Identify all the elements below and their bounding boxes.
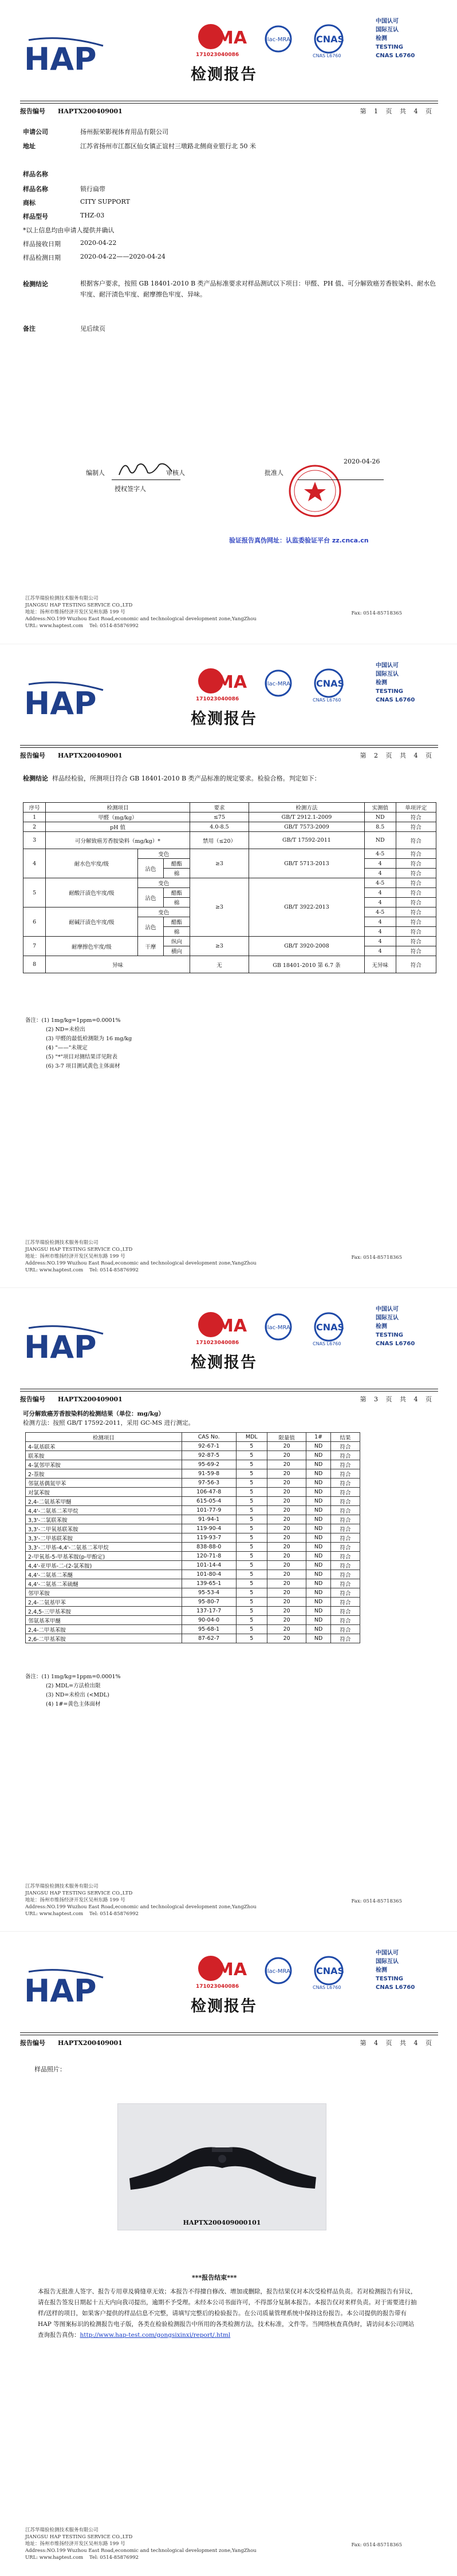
svg-text:CNAS: CNAS <box>316 34 345 45</box>
table-row: 7 耐摩擦色牢度/级 干摩 纵向 ≥3 GB/T 3920-2008 4 符合 <box>23 937 436 946</box>
table-row <box>26 1588 360 1598</box>
report-title: 检测报告 <box>191 1354 257 1372</box>
receive-date-label: 样品接收日期 <box>23 240 61 248</box>
table-cell: 符合 <box>330 1543 360 1552</box>
table-cell: 120-71-8 <box>182 1552 236 1561</box>
table-cell: 符合 <box>330 1469 360 1479</box>
page-number: 第 4 页 共 4 页 <box>360 2039 432 2047</box>
table-cell: 101-14-4 <box>182 1561 236 1570</box>
table-cell: 20 <box>267 1524 306 1533</box>
applicant-label: 申请公司 <box>23 128 48 136</box>
table-cell: 4-氯邻甲苯胺 <box>26 1460 182 1469</box>
table-cell: 20 <box>267 1479 306 1488</box>
table-cell: 5 <box>236 1506 267 1515</box>
table-cell: 符合 <box>330 1515 360 1524</box>
table-cell: 20 <box>267 1616 306 1625</box>
svg-text:MA: MA <box>216 28 247 48</box>
table-cell: 3,3'-二氯联苯胺 <box>26 1515 182 1524</box>
table-cell: 5 <box>236 1634 267 1643</box>
report-title: 检测报告 <box>191 1998 257 2015</box>
table-cell: 95-53-4 <box>182 1588 236 1598</box>
table-cell: ND <box>306 1570 331 1579</box>
table-row <box>26 1552 360 1561</box>
table-row <box>26 1579 360 1588</box>
report-page-3 <box>0 1287 457 1931</box>
report-title: 检测报告 <box>191 66 257 84</box>
report-verify-link[interactable]: http://www.hap-test.com/gongsixinxi/report/.html <box>80 2332 231 2339</box>
table-cell: 符合 <box>330 1506 360 1515</box>
table-row: 棉 4 符合 <box>23 927 436 937</box>
company-stamp <box>286 462 344 520</box>
table-cell: 20 <box>267 1460 306 1469</box>
table-cell: 3,3'-二甲基-4,4'-二氨基二苯甲烷 <box>26 1543 182 1552</box>
table-cell: ND <box>306 1515 331 1524</box>
table-cell: 2,4-二氨基甲苯 <box>26 1598 182 1607</box>
table-cell: 20 <box>267 1561 306 1570</box>
svg-text:CNAS L6760: CNAS L6760 <box>313 697 341 703</box>
svg-text:171023040086: 171023040086 <box>196 1984 239 1990</box>
azo-dye-table <box>25 1432 360 1643</box>
svg-text:171023040086: 171023040086 <box>196 696 239 702</box>
cert-logos <box>194 666 365 703</box>
hap-logo <box>17 679 120 721</box>
table-cell: 符合 <box>330 1625 360 1634</box>
table-row: 4 耐水色牢度/级 变色 ≥3 GB/T 5713-2013 4-5 符合 <box>23 849 436 859</box>
table-cell: 5 <box>236 1469 267 1479</box>
sign-date: 2020-04-26 <box>344 458 380 465</box>
table-cell: 4,4'-亚甲基-二-(2-氯苯胺) <box>26 1561 182 1570</box>
svg-text:171023040086: 171023040086 <box>196 1340 239 1346</box>
table-cell: 139-65-1 <box>182 1579 236 1588</box>
china-accreditation-mark: 中国认可 国际互认 检测 TESTING CNAS L6760 <box>376 1306 415 1347</box>
table-cell: ND <box>306 1579 331 1588</box>
table-cell: ND <box>306 1625 331 1634</box>
table-cell: 20 <box>267 1570 306 1579</box>
table-row <box>26 1442 360 1451</box>
table-cell: 20 <box>267 1543 306 1552</box>
svg-text:CNAS: CNAS <box>316 678 345 689</box>
table-cell: 5 <box>236 1552 267 1561</box>
table-row <box>26 1533 360 1543</box>
svg-text:CNAS L6760: CNAS L6760 <box>313 53 341 58</box>
trademark-label: 商标 <box>23 199 36 207</box>
table-cell: ND <box>306 1479 331 1488</box>
sample-photo <box>117 2103 326 2230</box>
table-cell: 90-04-0 <box>182 1616 236 1625</box>
verify-link[interactable]: 验证报告真伪网址：认监委验证平台 zz.cnca.cn <box>229 537 369 544</box>
table-cell: 119-93-7 <box>182 1533 236 1543</box>
table-cell: ND <box>306 1488 331 1497</box>
table-cell: 20 <box>267 1579 306 1588</box>
table-cell: 符合 <box>330 1533 360 1543</box>
table-row: 2 pH 值 4.0-8.5 GB/T 7573-2009 8.5 符合 <box>23 822 436 832</box>
test-date-label: 样品检测日期 <box>23 254 61 261</box>
info-hint: *以上信息均由申请人提供并确认 <box>23 227 115 234</box>
table-cell: 5 <box>236 1607 267 1616</box>
table-cell: 5 <box>236 1460 267 1469</box>
hap-logo-text: HAP <box>24 41 97 77</box>
table-cell: 5 <box>236 1479 267 1488</box>
table-cell: 20 <box>267 1506 306 1515</box>
table-row <box>26 1479 360 1488</box>
sample-name-value: 锁行扁带 <box>80 185 105 193</box>
table-cell: 对氯苯胺 <box>26 1488 182 1497</box>
table-cell: ND <box>306 1533 331 1543</box>
results-table <box>23 802 436 973</box>
table-cell: 101-77-9 <box>182 1506 236 1515</box>
table-cell: 联苯胺 <box>26 1451 182 1460</box>
svg-text:CNAS: CNAS <box>316 1322 345 1333</box>
preparer-label: 编制人 <box>86 469 105 477</box>
table-cell: 20 <box>267 1588 306 1598</box>
table-cell: 2-甲氧基-5-甲基苯胺(p-甲酚定) <box>26 1552 182 1561</box>
svg-text:ilac-MRA: ilac-MRA <box>266 37 290 43</box>
table-cell: 2,6-二甲基苯胺 <box>26 1634 182 1643</box>
table-row: 沾色 醋酯 4 符合 <box>23 917 436 927</box>
report-statement: 本报告无批准人签字、报告专用章及骑缝章无效；本报告不得擅自修改、增加或删除，报告结果仅对本次受检样品负责。若对检测报告有异议，请在报告签发日期起十五天内向我司提出，逾期不予受理。未经本公司书面许可，不得部分复制本报告。本报告仅对来样负责。对于需要进行抽样/送样的项目，如果客户提供的样品信息不完整，请填写完整后的检验报告。在公司质量管理系统中保持这份报告。本公司提供的报告带有 HAP 等图案标识的检测报告电子版，各类在检验检测报告中所用的各类检测方法，技术标准，文件等。当网络核查真伪时，请访问本公司网站查询报告真伪：http://www.hap-test.com/gongsixinxi/report/.html <box>38 2288 417 2339</box>
table-cell: 符合 <box>330 1588 360 1598</box>
hap-logo <box>17 34 120 77</box>
azo-section-title: 可分解致癌芳香胺染料的检测结果（单位：mg/kg） 检测方法：按照 GB/T 17592-2011，采用 GC-MS 进行测定。 <box>23 1410 195 1426</box>
table-cell: 20 <box>267 1598 306 1607</box>
table-cell: 符合 <box>330 1579 360 1588</box>
report-page-4 <box>0 1931 457 2576</box>
sample-code: HAPTX200409000101 <box>183 2219 261 2226</box>
cnas-logo <box>313 25 344 58</box>
table-cell: 4,4'-二氨基二苯硫醚 <box>26 1579 182 1588</box>
report-number: 报告编号 HAPTX200409001 <box>20 2039 123 2047</box>
table-cell: ND <box>306 1552 331 1561</box>
strap-image <box>118 2104 327 2218</box>
report-page-1 <box>0 0 457 644</box>
table-cell: 106-47-8 <box>182 1488 236 1497</box>
table-cell: 2,4-二甲基苯胺 <box>26 1625 182 1634</box>
ilac-logo <box>266 26 291 51</box>
table-row <box>26 1506 360 1515</box>
table-cell: 615-05-4 <box>182 1497 236 1506</box>
table-cell: 2,4-二氨基苯甲醚 <box>26 1497 182 1506</box>
table-cell: 91-59-8 <box>182 1469 236 1479</box>
table-cell: 4,4'-二氨基二苯甲烷 <box>26 1506 182 1515</box>
svg-text:ilac-MRA: ilac-MRA <box>266 1968 290 1975</box>
address-label: 地址 <box>23 142 36 150</box>
table-cell: 5 <box>236 1598 267 1607</box>
table-cell: 符合 <box>330 1460 360 1469</box>
table-row: 3 可分解致癌芳香胺染料（mg/kg）* 禁用（≤20） GB/T 17592-2011 ND 符合 <box>23 832 436 849</box>
model-label: 样品型号 <box>23 213 48 220</box>
china-accreditation-mark: 中国认可 国际互认 检测 TESTING CNAS L6760 <box>376 1950 415 1991</box>
table-cell: ND <box>306 1543 331 1552</box>
table-row: 沾色 醋酯 4 符合 <box>23 859 436 869</box>
table-cell: 2-萘胺 <box>26 1469 182 1479</box>
table-cell: 5 <box>236 1533 267 1543</box>
footer: 江苏华瑞验检测技术服务有限公司 JIANGSU HAP TESTING SERVICE CO.,LTD 地址：扬州市维扬经济开发区吴州东路 199 号 Address:NO.199 Wuzhou East Road,economic and technological development zone,YangZhou URL: www.haptest.com Tel: 0514-85876992 Fax: 0514-85718365 <box>25 1240 402 1273</box>
table-cell: 137-17-7 <box>182 1607 236 1616</box>
table-cell: 5 <box>236 1616 267 1625</box>
table-cell: 20 <box>267 1488 306 1497</box>
table-cell: 20 <box>267 1634 306 1643</box>
table-cell: 20 <box>267 1552 306 1561</box>
footer: 江苏华瑞验检测技术服务有限公司 JIANGSU HAP TESTING SERVICE CO.,LTD 地址：扬州市维扬经济开发区吴州东路 199 号 Address:NO.199 Wuzhou East Road,economic and technological development zone,YangZhou URL: www.haptest.com Tel: 0514-85876992 Fax: 0514-85718365 <box>25 2527 402 2561</box>
table-row: 棉 4 符合 <box>23 898 436 907</box>
table-cell: ND <box>306 1506 331 1515</box>
table-cell: ND <box>306 1616 331 1625</box>
receive-date-value: 2020-04-22 <box>80 239 117 247</box>
table-row <box>26 1607 360 1616</box>
table-row: 5 耐酸汗渍色牢度/级 变色 ≥3 GB/T 3922-2013 4-5 符合 <box>23 878 436 888</box>
table-row <box>26 1634 360 1643</box>
table-cell: ND <box>306 1469 331 1479</box>
table-cell: 5 <box>236 1625 267 1634</box>
table-row <box>26 1561 360 1570</box>
table-cell: 3,3'-二甲基联苯胺 <box>26 1533 182 1543</box>
table-cell: 97-56-3 <box>182 1479 236 1488</box>
sample-photo-title: 样品照片： <box>34 2066 66 2073</box>
conclusion-text: 根据客户要求，按照 GB 18401-2010 B 类产品标准要求对样品测试以下项目：甲醛、PH 值、可分解致癌芳香胺染料、耐水色牢度、耐汗渍色牢度、耐摩擦色牢度、异味。 <box>80 280 436 298</box>
svg-text:MA: MA <box>216 1316 247 1336</box>
table-cell: 3,3'-二甲氧基联苯胺 <box>26 1524 182 1533</box>
table-cell: 119-90-4 <box>182 1524 236 1533</box>
table-cell: 91-94-1 <box>182 1515 236 1524</box>
hap-logo <box>17 1966 120 2008</box>
applicant-value: 扬州振荣影视体育用品有限公司 <box>80 128 168 136</box>
table-row: 8 异味 无 GB 18401-2010 第 6.7 条 无异味 符合 <box>23 956 436 973</box>
svg-text:CNAS L6760: CNAS L6760 <box>313 1341 341 1346</box>
table-row <box>26 1451 360 1460</box>
page-number: 第 1 页 共 4 页 <box>360 108 432 115</box>
cert-logos <box>194 1953 365 1990</box>
table-header-row: 检测项目 CAS No. MDL 限量值 1# 结果 <box>26 1433 360 1442</box>
table-cell: ND <box>306 1524 331 1533</box>
table-cell: ND <box>306 1634 331 1643</box>
report-end: ***报告结束*** <box>192 2274 237 2281</box>
table-cell: 20 <box>267 1442 306 1451</box>
china-accreditation-mark: 中国认可 国际互认 检测 TESTING CNAS L6760 <box>376 663 415 703</box>
table-cell: ND <box>306 1607 331 1616</box>
table-cell: 5 <box>236 1497 267 1506</box>
svg-text:MA: MA <box>216 672 247 692</box>
table-notes: 备注：(1) 1mg/kg=1ppm=0.0001% (2) MDL=方法检出限 (3) ND=未检出 (<MDL) (4) 1#=黄色主体面材 <box>25 1674 121 1707</box>
approver-label: 批准人 <box>265 469 283 477</box>
table-cell: ND <box>306 1588 331 1598</box>
svg-text:CNAS: CNAS <box>316 1965 345 1976</box>
table-cell: 20 <box>267 1451 306 1460</box>
report-title: 检测报告 <box>191 710 257 728</box>
conclusion-label: 检测结论 <box>23 280 48 288</box>
page-number: 第 3 页 共 4 页 <box>360 1396 432 1403</box>
table-cell: 2,4,5-三甲基苯胺 <box>26 1607 182 1616</box>
table-row <box>26 1570 360 1579</box>
test-conclusion: 检测结论 样品经检验，所测项目符合 GB 18401-2010 B 类产品标准的规定要求。检验合格。判定如下： <box>23 775 321 782</box>
svg-text:HAP: HAP <box>24 1973 97 2008</box>
table-cell: 符合 <box>330 1451 360 1460</box>
test-date-value: 2020-04-22——2020-04-24 <box>80 253 166 260</box>
table-cell: 符合 <box>330 1442 360 1451</box>
svg-text:ilac-MRA: ilac-MRA <box>266 681 290 687</box>
remark-value: 见后续页 <box>80 325 105 332</box>
table-cell: 92-67-1 <box>182 1442 236 1451</box>
table-cell: 4-氨基联苯 <box>26 1442 182 1451</box>
table-row <box>26 1543 360 1552</box>
table-row <box>26 1625 360 1634</box>
cert-logos <box>194 1310 365 1346</box>
table-cell: 5 <box>236 1451 267 1460</box>
table-header-row: 序号 检测项目 要求 检测方法 实测值 单项评定 <box>23 803 436 813</box>
svg-text:171023040086: 171023040086 <box>196 52 239 58</box>
table-row: 沾色 醋酯 4 符合 <box>23 888 436 898</box>
authorized-signatory-label: 授权签字人 <box>115 485 146 493</box>
footer: 江苏华瑞验检测技术服务有限公司 JIANGSU HAP TESTING SERVICE CO.,LTD 地址：扬州市维扬经济开发区吴州东路 199 号 Address:NO.199 Wuzhou East Road,economic and technological development zone,YangZhou URL: www.haptest.com Tel: 0514-85876992 Fax: 0514-85718365 <box>25 596 402 629</box>
footer: 江苏华瑞验检测技术服务有限公司 JIANGSU HAP TESTING SERVICE CO.,LTD 地址：扬州市维扬经济开发区吴州东路 199 号 Address:NO.199 Wuzhou East Road,economic and technological development zone,YangZhou URL: www.haptest.com Tel: 0514-85876992 Fax: 0514-85718365 <box>25 1884 402 1917</box>
table-cell: 20 <box>267 1469 306 1479</box>
table-cell: 符合 <box>330 1479 360 1488</box>
table-cell: ND <box>306 1442 331 1451</box>
svg-text:MA: MA <box>216 1960 247 1980</box>
table-row <box>26 1497 360 1506</box>
remark-label: 备注 <box>23 325 36 332</box>
table-cell: 5 <box>236 1488 267 1497</box>
table-cell: 符合 <box>330 1488 360 1497</box>
table-cell: 符合 <box>330 1607 360 1616</box>
table-cell: 符合 <box>330 1552 360 1561</box>
svg-text:HAP: HAP <box>24 1329 97 1365</box>
table-row: 横向 4 符合 <box>23 946 436 956</box>
table-cell: 符合 <box>330 1497 360 1506</box>
table-cell: ND <box>306 1598 331 1607</box>
table-row: 6 耐碱汗渍色牢度/级 变色 4-5 符合 <box>23 907 436 917</box>
table-cell: ND <box>306 1497 331 1506</box>
table-cell: 5 <box>236 1515 267 1524</box>
table-cell: 符合 <box>330 1524 360 1533</box>
table-cell: 邻氨基苯甲醚 <box>26 1616 182 1625</box>
table-cell: 5 <box>236 1561 267 1570</box>
table-row <box>26 1616 360 1625</box>
table-cell: 5 <box>236 1524 267 1533</box>
report-number: 报告编号 HAPTX200409001 <box>20 752 123 759</box>
sample-info-label: 样品名称 <box>23 171 48 178</box>
table-cell: 邻甲苯胺 <box>26 1588 182 1598</box>
reviewer-label: 审核人 <box>166 469 185 477</box>
svg-text:CNAS L6760: CNAS L6760 <box>313 1985 341 1990</box>
report-number: 报告编号 HAPTX200409001 <box>20 108 123 115</box>
page-number: 第 2 页 共 4 页 <box>360 752 432 759</box>
table-cell: 5 <box>236 1543 267 1552</box>
table-cell: 20 <box>267 1607 306 1616</box>
table-cell: ND <box>306 1451 331 1460</box>
table-cell: 符合 <box>330 1561 360 1570</box>
table-cell: 5 <box>236 1579 267 1588</box>
cma-logo <box>196 24 247 58</box>
model-value: THZ-03 <box>80 212 105 219</box>
table-cell: 符合 <box>330 1570 360 1579</box>
report-number: 报告编号 HAPTX200409001 <box>20 1396 123 1403</box>
reviewer-signature <box>115 458 183 481</box>
cert-logos <box>194 22 365 58</box>
table-row: 棉 4 符合 <box>23 869 436 878</box>
table-cell: 101-80-4 <box>182 1570 236 1579</box>
table-row <box>26 1598 360 1607</box>
table-cell: 邻氨基偶氮甲苯 <box>26 1479 182 1488</box>
table-cell: 4,4'-二氨基二苯醚 <box>26 1570 182 1579</box>
table-cell: 符合 <box>330 1616 360 1625</box>
table-row: 1 甲醛（mg/kg） ≤75 GB/T 2912.1-2009 ND 符合 <box>23 813 436 822</box>
table-row <box>26 1524 360 1533</box>
table-cell: 5 <box>236 1588 267 1598</box>
address-value: 江苏省扬州市江都区仙女镇正谊村三墩路北侧商业银行北 50 米 <box>80 142 256 150</box>
table-row <box>26 1488 360 1497</box>
table-cell: 20 <box>267 1497 306 1506</box>
table-cell: 838-88-0 <box>182 1543 236 1552</box>
svg-text:ilac-MRA: ilac-MRA <box>266 1325 290 1331</box>
table-cell: 符合 <box>330 1598 360 1607</box>
table-cell: 20 <box>267 1515 306 1524</box>
china-accreditation-mark: 中国认可 国际互认 检测 TESTING CNAS L6760 <box>376 18 415 59</box>
table-row <box>26 1469 360 1479</box>
sample-name-label: 样品名称 <box>23 185 48 193</box>
table-cell: 5 <box>236 1570 267 1579</box>
table-cell: 符合 <box>330 1634 360 1643</box>
table-cell: 95-69-2 <box>182 1460 236 1469</box>
trademark-value: CITY SUPPORT <box>80 198 130 205</box>
table-cell: 20 <box>267 1625 306 1634</box>
report-page-2 <box>0 644 457 1287</box>
hap-logo <box>17 1322 120 1365</box>
table-cell: 95-68-1 <box>182 1625 236 1634</box>
table-row <box>26 1460 360 1469</box>
table-notes: 备注：(1) 1mg/kg=1ppm=0.0001% (2) ND=未检出 (3) 甲醛的最低检测限为 16 mg/kg (4) "——"未规定 (5) "*"项目对测结果详见附表 (6) 3-7 项目测试黄色主体面材 <box>25 1017 132 1069</box>
table-cell: 92-87-5 <box>182 1451 236 1460</box>
table-cell: 87-62-7 <box>182 1634 236 1643</box>
svg-text:HAP: HAP <box>24 685 97 721</box>
table-cell: ND <box>306 1561 331 1570</box>
table-cell: 95-80-7 <box>182 1598 236 1607</box>
table-cell: 20 <box>267 1533 306 1543</box>
table-cell: 5 <box>236 1442 267 1451</box>
table-row <box>26 1515 360 1524</box>
table-cell: ND <box>306 1460 331 1469</box>
